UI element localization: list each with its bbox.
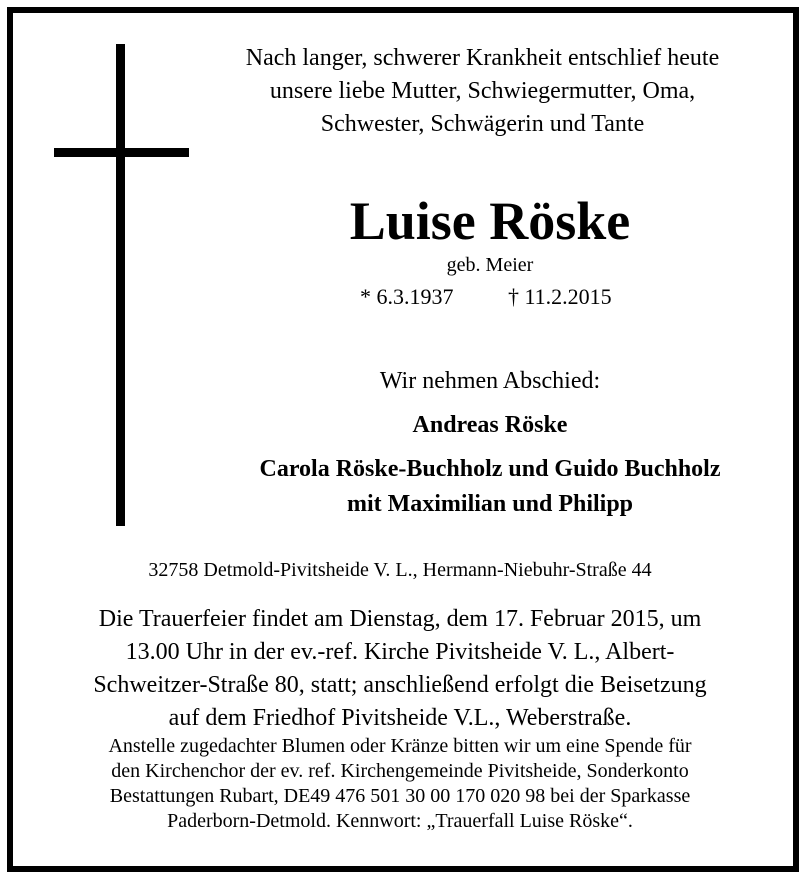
mourner-name: Andreas Röske bbox=[412, 412, 568, 438]
donation-text bbox=[20, 734, 780, 834]
life-dates bbox=[360, 283, 630, 311]
cross-vertical-bar bbox=[116, 44, 125, 526]
service-line: auf dem Friedhof Pivitsheide V.L., Weberstraße. bbox=[168, 705, 632, 731]
donation-line: den Kirchenchor der ev. ref. Kirchengemeinde Pivitsheide, Sonderkonto bbox=[111, 760, 689, 782]
family-address: 32758 Detmold-Pivitsheide V. L., Hermann-Niebuhr-Straße 44 bbox=[148, 559, 652, 581]
birth-date: * 6.3.1937 bbox=[360, 284, 454, 309]
intro-line: Nach langer, schwerer Krankheit entschlief heute bbox=[245, 45, 720, 71]
intro-line: unsere liebe Mutter, Schwiegermutter, Oma, bbox=[269, 78, 696, 104]
donation-line: Paderborn-Detmold. Kennwort: „Trauerfall Luise Röske“. bbox=[167, 810, 633, 832]
death-date: † 11.2.2015 bbox=[508, 284, 612, 309]
intro-text bbox=[200, 42, 765, 141]
mourner-name: mit Maximilian und Philipp bbox=[346, 491, 634, 517]
farewell-heading: Wir nehmen Abschied: bbox=[379, 368, 601, 394]
donation-line: Bestattungen Rubart, DE49 476 501 30 00 170 020 98 bei der Sparkasse bbox=[109, 785, 691, 807]
donation-line: Anstelle zugedachter Blumen oder Kränze bitten wir um eine Spende für bbox=[108, 735, 692, 757]
service-line: Schweitzer-Straße 80, statt; anschließend erfolgt die Beisetzung bbox=[93, 672, 707, 698]
service-line: Die Trauerfeier findet am Dienstag, dem 17. Februar 2015, um bbox=[98, 606, 702, 632]
intro-line: Schwester, Schwägerin und Tante bbox=[320, 111, 645, 137]
deceased-name: Luise Röske bbox=[349, 191, 631, 251]
service-line: 13.00 Uhr in der ev.-ref. Kirche Pivitsheide V. L., Albert- bbox=[125, 639, 675, 665]
maiden-name: geb. Meier bbox=[446, 254, 534, 276]
funeral-service-text bbox=[20, 603, 780, 735]
mourner-name: Carola Röske-Buchholz und Guido Buchholz bbox=[259, 456, 721, 482]
cross-horizontal-bar bbox=[54, 148, 189, 157]
